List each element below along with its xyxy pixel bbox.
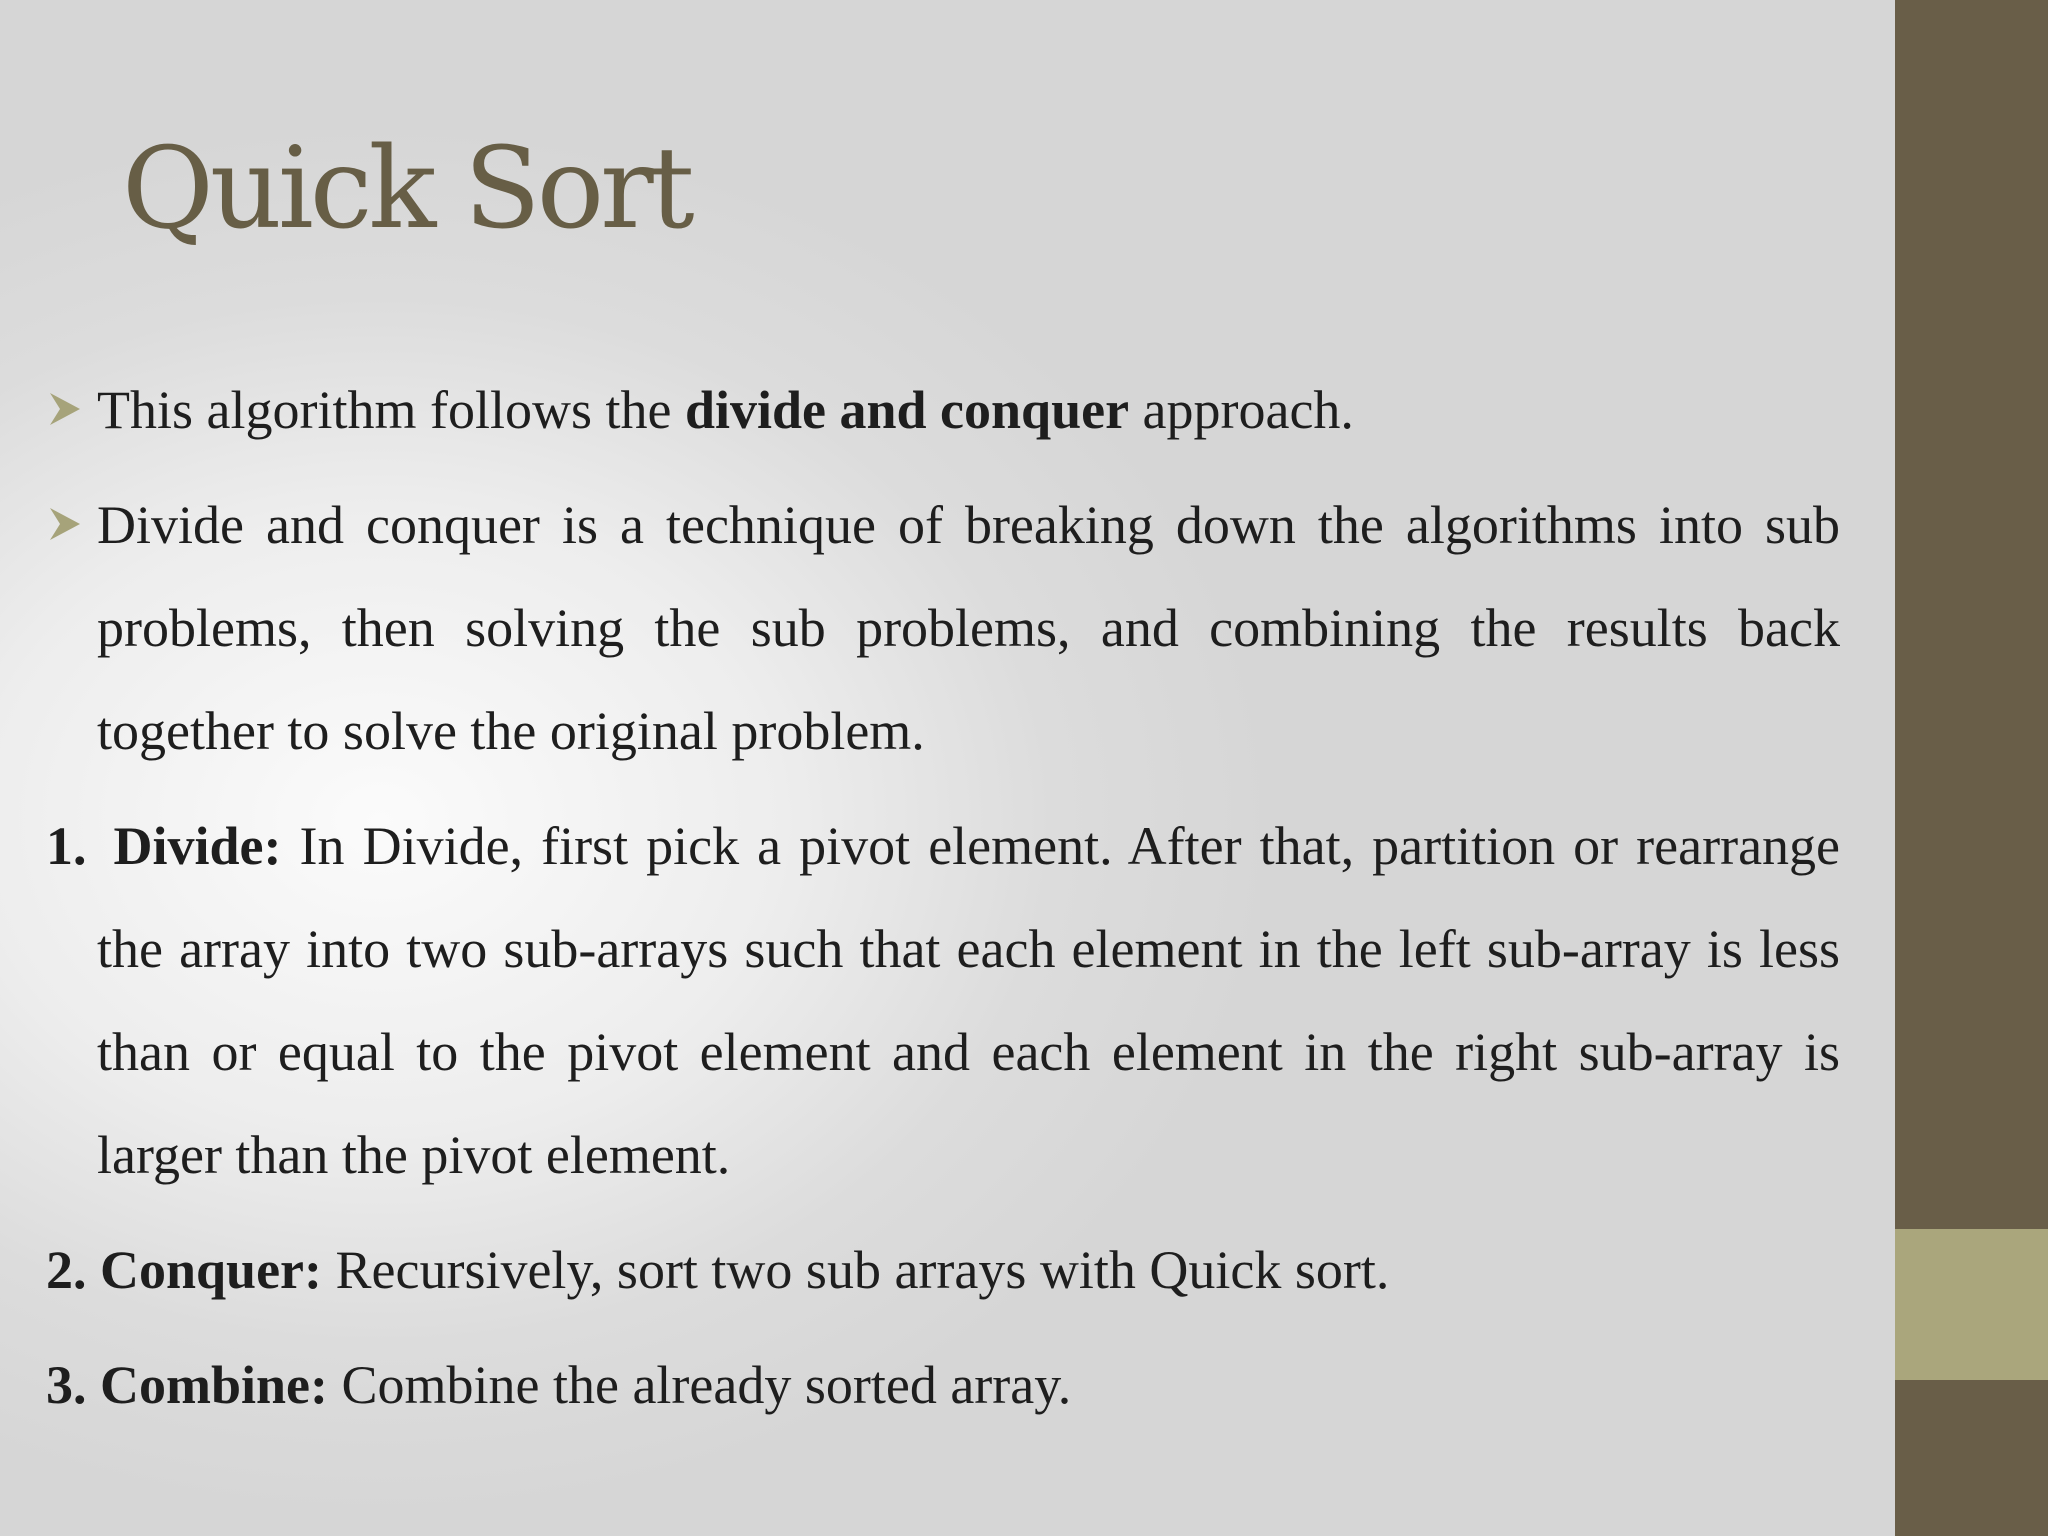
step-text-2 bbox=[46, 1219, 1840, 1322]
step-2-lead bbox=[46, 1219, 322, 1322]
step-item-3 bbox=[46, 1334, 1840, 1437]
bullet-text-2: Divide and conquer is a technique of breaking down the algorithms into sub problems, then solving the sub problems, and combining the results back together to solve the original problem. bbox=[97, 495, 1840, 761]
bullet-1-pre: This algorithm follows the bbox=[97, 380, 685, 440]
step-3-number: 3. bbox=[46, 1355, 87, 1415]
bullet-1-bold: divide and conquer bbox=[684, 380, 1130, 440]
step-text-1 bbox=[46, 795, 1841, 1207]
bullet-text-1 bbox=[97, 359, 1840, 462]
sidebar-accent-band bbox=[1895, 1229, 2048, 1380]
step-item-2 bbox=[46, 1219, 1840, 1322]
step-item-1 bbox=[46, 795, 1840, 1207]
step-1-lead bbox=[46, 795, 282, 898]
bullet-item-1 bbox=[46, 359, 1840, 462]
step-1-number: 1. bbox=[46, 816, 87, 876]
step-1-body: In Divide, first pick a pivot element. After that, partition or rearrange the array into two sub-arrays such that each element in the left sub-array is less than or equal to the pivot element and each element in the right sub-array is larger than the pivot element. bbox=[97, 816, 1841, 1185]
arrowhead-bullet-icon bbox=[46, 506, 82, 542]
step-text-3 bbox=[46, 1334, 1840, 1437]
step-3-label: Combine: bbox=[100, 1355, 328, 1415]
step-3-lead bbox=[46, 1334, 328, 1437]
step-1-label: Divide: bbox=[113, 816, 282, 876]
step-3-body: Combine the already sorted array. bbox=[341, 1355, 1072, 1415]
slide-title: Quick Sort bbox=[122, 124, 691, 254]
bullet-1-post: approach. bbox=[1129, 380, 1354, 440]
arrowhead-bullet-icon bbox=[46, 391, 82, 427]
step-2-body: Recursively, sort two sub arrays with Quick sort. bbox=[335, 1240, 1390, 1300]
step-2-label: Conquer: bbox=[100, 1240, 323, 1300]
step-2-number: 2. bbox=[46, 1240, 87, 1300]
bullet-item-2 bbox=[46, 474, 1840, 783]
